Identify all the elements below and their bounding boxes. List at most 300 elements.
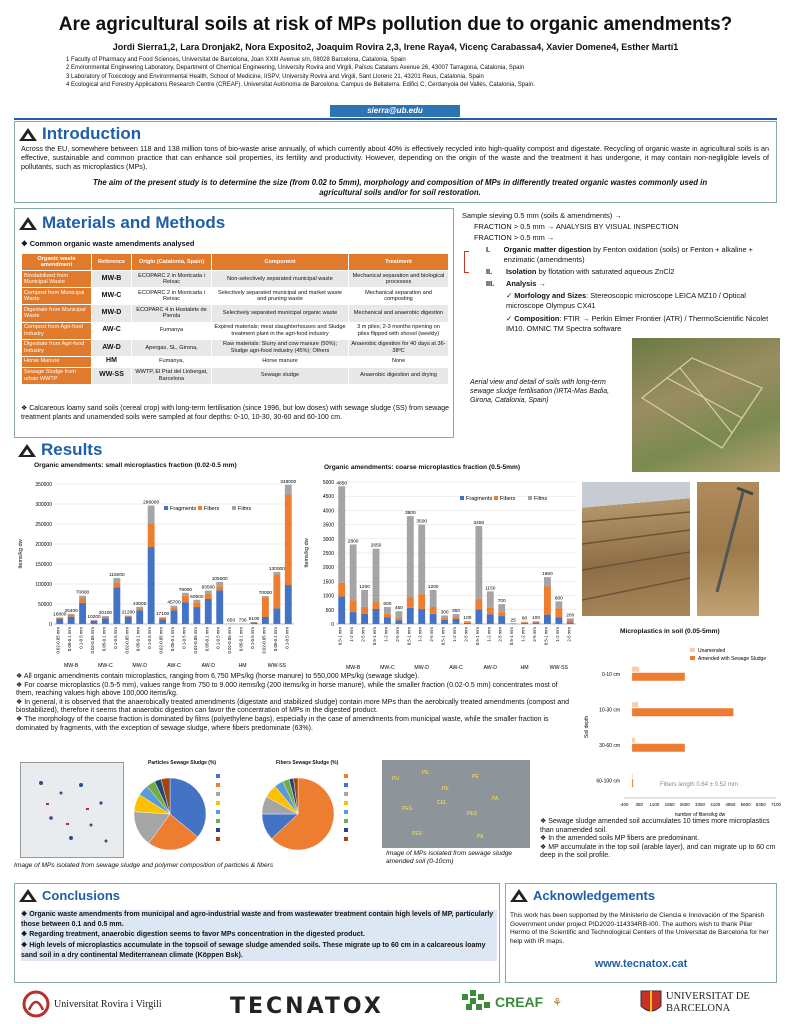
x-tick-label: 0.05-0.1 mm [135,627,141,652]
legend-swatch [460,496,464,500]
soil-bullet-text: In the amended soils MP fibers are predominant. [548,835,700,843]
group-label: AW-D [483,665,498,671]
affiliation-4: 4 Ecological and Forestry Applications Research Centre (CREAF). Universitat Autònoma de Barcelona. Campus de Bellaterra. Edifici C, Cerdanyola del Vallès, Catalonia, Spain. [66,81,535,88]
bar-segment [475,609,482,624]
introduction-text: Across the EU, somewhere between 118 and 138 million tons of bio-waste arise annually, of which currently about 40% is effectively recycled into high-quality compost and digestate. Recycling of organic waste in agricultural soils is an effective, sustainable and common practice that can enhance soil properties, its fertility and productivity. However, depending on the origin of the waste and the treatment it has undergone, it may contain non-negligible levels of pollutants, such as microplastics (MPs). [21,144,769,171]
x-tick-label: 0.5-1 mm [406,627,412,646]
x-tick-label: 0.1-0.5 mm [284,627,290,649]
group-label: HM [520,665,529,671]
bar-segment [273,575,280,609]
conclusion-item: ❖ Organic waste amendments from municipal and agro-industrial waste and from wastewater treatment contain high levels of MP, particularly those between 0.1 and 0.5 mm. [21,911,494,929]
tecnatox-triangle-icon [19,889,37,902]
table-cell: Mechanical separation and composting [349,288,449,305]
y-axis-label: Items/kg dw [18,539,24,569]
x-tick-label: 0.1-0.5 mm [78,627,84,649]
caption-left: Image of MPs isolated from sewage sludge and polymer composition of particles & fibers [14,862,274,869]
data-label: 450 [394,606,403,612]
legend-swatch [344,792,348,796]
analysis-detail: : Stereoscopic microscope LEICA MZ10 / Optical microscope Olympus CX41 [506,291,746,310]
aerial-caption: Aerial view and detail of soils with long-term sewage sludge fertilisation (IRTA-Mas Badia, Girona, Catalonia, Spain) [470,379,610,404]
bar-segment [273,608,280,624]
severo-ochoa-icon: ⚘ [552,996,563,1009]
tecnatox-triangle-icon [18,444,36,457]
y-tick-label: 3000 [322,536,334,543]
bar-segment [361,590,368,607]
bar-segment [361,614,368,624]
group-label: MW-C [380,665,395,671]
bar-segment [102,618,109,624]
bar-segment [533,622,540,623]
bar-segment [395,611,402,617]
svg-text:PES: PES [467,811,478,817]
x-tick-label: 0.1-0.5 mm [147,627,153,649]
bar-segment [533,621,540,622]
amended-bar [632,744,685,752]
results-bullet: ❖ For coarse microplastics (0.5-5 mm), values range from 750 to 9.000 items/kg (200 items/kg in horse manure), while the smaller fraction (0.02-0.5 mm) concentrates most of them, reaching values high above 100,000 items/kg. [16,681,558,698]
y-tick-label: 100000 [35,582,52,588]
x-tick-label: 0.1-0.5 mm [181,627,187,649]
step-detail: by flotation with saturated aqueous ZnCl2 [536,267,675,276]
bar-segment [350,612,357,624]
legend-swatch [528,496,532,500]
table-cell: MW-D [92,305,132,322]
creaf-logo [462,990,562,1014]
procedure-steps [462,245,780,334]
x-tick-label: 0.05-0.1 mm [67,627,73,652]
bar-segment [125,617,132,624]
bar-segment [441,618,448,620]
data-label: 43000 [133,601,147,607]
bar-segment [555,608,562,617]
soil-bullet-text: MP accumulate in the top soil (arable layer), and can migrate up to 60 cm deep in the soil profile. [540,843,776,860]
bar-segment [418,525,425,595]
bar-segment [148,506,155,524]
x-tick-label: 6350 [755,802,766,807]
bar-segment [418,609,425,624]
legend-swatch [344,774,348,778]
bar-segment [182,602,189,624]
microplastic-particles [21,763,125,859]
data-label: 78000 [178,587,193,593]
x-tick-label: 0.05-0.1 mm [238,627,244,652]
amended-soil-mps-photo [382,760,530,848]
legend-label: Fibers [204,506,220,512]
table-cell: Digestate from Municipal Waste [22,305,92,322]
coarse-fraction-chart [300,462,582,672]
soil-sampling-photo [697,482,759,616]
bar-segment [498,616,505,624]
soil-auger [697,482,759,616]
bar-segment [125,616,132,617]
table-cell: AW-C [92,322,132,339]
data-label: 45700 [167,600,181,606]
coarse-fraction-svg [300,472,582,672]
unamended-bar [632,773,633,778]
bar-segment [498,604,505,612]
bar-segment [430,614,437,624]
x-tick-label: 0.02-0.05 mm [90,627,95,654]
bar-segment [487,591,494,607]
particles-pie-svg [128,766,254,866]
results-bullets [16,673,576,733]
y-tick-label: 150000 [35,562,52,568]
mp-labels [382,760,530,848]
table-row [22,288,449,305]
table-cell: Mechanical and anaerobic digestion [349,305,449,322]
bar-segment [430,607,437,614]
results-bullet-text: In general, it is observed that the anaerobically treated amendments (digestate and stabilized sludge) contain more MPs than the aerobically treated amendments (compost and biostabilized), therefore it seems that anaerobic digestion can favor the concentration of MPs in the digested product. [16,698,569,715]
authors: Jordi Sierra1,2, Lara Dronjak2, Nora Exposito2, Joaquim Rovira 2,3, Irene Raya4, Vicenç Carabassa4, Xavier Domene4, Esther Martí1 [112,42,679,52]
results-bullet: ❖ The morphology of the coarse fraction is dominated by films (polyethylene bags), especially in the case of amendments from municipal waste, while the smaller fraction is dominated by fragments, with the exception of sewage sludge, where fibers predominate (63%). [16,715,549,732]
bar-segment [159,618,166,619]
x-tick-label: 0.02-0.05 mm [227,627,233,654]
table-cell: Fumanya, [132,356,212,367]
y-tick-label: 5000 [322,480,334,486]
x-tick-label: 350 [635,802,643,807]
x-tick-label: 2600 [679,802,690,807]
data-label: 21200 [121,610,135,616]
x-tick-label: 0.5-1 mm [440,627,446,646]
data-label: 296000 [143,500,160,506]
data-label: 100 [463,616,472,622]
bar-segment [567,618,574,619]
bar-segment [350,544,357,600]
table-row [22,356,449,367]
table-header: Treatment [349,254,449,271]
x-tick-label: 1-2 mm [383,627,389,642]
tecnatox-triangle-icon [19,128,37,141]
svg-text:PA: PA [492,796,499,802]
sieving-line-3: FRACTION > 0.5 mm → [474,233,555,242]
soil-bullet: ❖ In the amended soils MP fibers are predominant. [540,835,700,843]
mps-sewage-sludge-photo [20,762,124,858]
depth-label: 60-100 cm [596,778,620,785]
legend-swatch [216,783,220,787]
x-tick-label: 2-5 mm [566,627,572,642]
bar-segment [285,585,292,624]
legend-swatch [344,810,348,814]
bar-segment [544,587,551,615]
bar-segment [136,609,143,611]
contact-email[interactable]: sierra@ub.edu [330,105,460,117]
fiber-length-note: Fibers length 0.64 ± 0.52 mm [660,782,738,788]
step-text [504,245,780,265]
group-label: AW-D [201,663,216,669]
x-tick-label: 5600 [740,802,751,807]
bar-segment [487,608,494,615]
header-divider [14,118,777,120]
x-tick-label: 4850 [725,802,736,807]
y-tick-label: 200000 [35,542,52,548]
poster-title: Are agricultural soils at risk of MPs pollution due to organic amendments? [58,14,733,35]
bar-segment [262,596,269,597]
x-tick-label: 1-2 mm [554,627,560,642]
y-tick-label: 2500 [322,551,334,557]
data-label: 17100 [155,612,170,618]
introduction-heading: Introduction [42,124,142,143]
ub-shield-icon [640,990,662,1016]
amended-bar [632,779,633,787]
table-cell: Digestate from Agri-food Industry [22,339,92,356]
conclusion-text: Organic waste amendments from municipal and agro-industrial waste and from wastewater treatment contain high levels of MP, particularly those between 0.1 and 0.5 mm. [21,911,494,929]
x-tick-label: -400 [619,802,629,807]
bar-segment [216,590,223,624]
data-label: 20100 [98,610,113,616]
x-tick-label: 0.02-0.05 mm [55,627,61,654]
legend-swatch [164,506,168,510]
analysis-item: ✓ Composition: FTIR → Perkin Elmer Frontier (ATR) / ThermoScientific Nicolet IM10. OMNIC TM Spectra software [506,314,769,333]
bar-segment [373,601,380,609]
table-cell: HM [92,356,132,367]
bar-segment [205,594,212,599]
methods-procedure [462,210,780,337]
small-fraction-chart [14,462,300,672]
bar-segment [159,617,166,618]
methods-heading: Materials and Methods [42,213,226,232]
svg-text:PE: PE [422,770,429,776]
bar-segment [555,601,562,608]
x-tick-label: 0.02-0.05 mm [158,627,164,654]
bar-segment [262,617,269,624]
bar-segment [285,485,292,495]
group-label: MW-B [345,665,361,671]
step-number: III. [486,279,495,288]
legend-label: Fragments [466,496,493,502]
table-cell: None [349,356,449,367]
x-tick-label: 1-2 mm [520,627,526,642]
step-bold: Analysis → [506,279,546,288]
data-label: 200 [566,613,575,619]
legend-label: Fibers [500,496,516,502]
bracket-icon [464,251,469,273]
table-cell: ECOPARC 2 in Montcada i Reixac [132,271,212,288]
data-label: 70000 [258,591,273,596]
bar-segment [384,617,391,624]
depth-label: 30-60 cm [599,742,620,749]
group-label: MW-D [132,663,148,669]
table-header: Organic waste amendment [22,254,92,271]
y-tick-label: 2000 [322,565,334,572]
group-label: AW-C [449,665,463,671]
legend-label: Films [534,496,548,502]
bar-segment [361,607,368,614]
table-row [22,271,449,288]
bar-segment [338,486,345,582]
acknowledgements-text: This work has been supported by the Ministerio de Ciencia e Innovación of the Spanish Government under project PID2020-114334RB-I00. The authors wish to thank Pilar Hermo of the Scientific and Technological Centers of the Universitat de Barcelona for her help with IR maps. [510,912,769,945]
data-label: 1200 [427,584,439,590]
group-label: MW-C [98,663,113,669]
bar-segment [136,607,143,609]
project-url[interactable]: www.tecnatox.cat [594,958,688,970]
x-tick-label: 0.5-1 mm [372,627,377,646]
methods-section [14,208,454,438]
legend-swatch [494,496,498,500]
table-header: Origin (Catalonia, Spain) [132,254,212,271]
svg-text:PES: PES [402,806,413,812]
x-tick-label: 2-5 mm [394,627,400,642]
data-label: 4850 [336,481,348,487]
bar-segment [182,593,189,596]
y-tick-label: 1500 [322,579,334,586]
table-cell: Fumanya [132,322,212,339]
x-tick-label: 1-2 mm [349,627,355,642]
data-label: 2800 [347,539,359,545]
bar-segment [113,587,120,624]
results-heading: Results [41,440,103,459]
step-bold: Isolation [506,267,537,276]
analysis-item: ✓ Morfology and Sizes: Stereoscopic microscope LEICA MZ10 / Optical microscope Olympus CX41 [506,291,746,310]
affiliation-1: 1 Faculty of Pharmacy and Food Sciences, Universitat de Barcelona, Joan XXIII Avenue s/n, 08028 Barcelona, Catalonia, Spain [66,57,406,63]
soil-bullet: ❖ MP accumulate in the top soil (arable layer), and can migrate up to 60 cm deep in the soil profile. [540,843,776,860]
bar-segment [384,614,391,617]
bar-segment [487,614,494,624]
data-label: 80 [521,616,528,622]
creaf-logo-text: CREAF [495,994,544,1010]
legend-swatch [216,801,220,805]
x-axis-label: number of fibers/kg dw [674,812,726,818]
pie-title: Fibers Sewage Sludge (%) [276,760,339,766]
bar-segment [373,549,380,602]
bar-segment [395,618,402,621]
bar-segment [171,608,178,611]
x-tick-label: 4100 [710,802,721,807]
caption-mid: Image of MPs isolated from sewage sludge amended soil (0-10cm) [386,850,513,865]
x-tick-label: 1-2 mm [486,627,492,642]
results-bullet: ❖ All organic amendments contain microplastics, ranging from 6,750 MPs/kg (horse manure) to 550,000 MPs/kg (sewage sludge). [16,673,420,680]
conclusions-section [14,883,500,983]
bar-segment [338,596,345,624]
step-detail: by Fenton oxidation (soils) or Fenton + alkaline + enzimatic (amendments) [503,245,753,264]
table-row [22,322,449,339]
chart-title: Organic amendments: coarse microplastics fraction (0.5-5mm) [324,464,521,471]
results-bullet-text: The morphology of the coarse fraction is dominated by films (polyethylene bags), especially in the case of amendments from municipal waste, while the smaller fraction is dominated by fragments, with the exception of sewage sludge, where fibers predominate (63%). [16,715,549,732]
results-bullet-text: All organic amendments contain microplastics, ranging from 6,750 MPs/kg (horse manure) to 550,000 MPs/kg (sewage sludge). [23,673,420,680]
legend-swatch [344,828,348,832]
legend-swatch [344,819,348,823]
data-label: 115000 [109,573,125,578]
bar-segment [475,526,482,599]
svg-text:PA: PA [477,834,484,840]
x-tick-label: 0.5-1 mm [474,627,480,646]
data-label: 1650 [542,572,553,578]
data-label: 16800 [53,612,67,618]
bar-segment [113,578,120,583]
urv-logo-text: Universitat Rovira i Virgili [54,998,162,1010]
bar-segment [193,607,200,624]
bar-segment [338,583,345,597]
tecnatox-triangle-icon [19,217,37,230]
depth-label: 0-10 cm [601,671,620,678]
y-tick-label: 250000 [35,522,52,528]
y-tick-label: 4500 [322,494,334,501]
bar-segment [544,577,551,586]
bar-segment [407,516,414,597]
group-label: HM [238,663,247,669]
procedure-step [486,279,780,289]
y-tick-label: 350000 [35,482,52,488]
table-cell: Selectively separated municipal and market waste and pruning waste [212,288,349,305]
urv-emblem-icon [22,990,50,1018]
bar-segment [395,620,402,624]
bar-segment [68,614,75,615]
x-tick-label: 2-5 mm [463,627,469,642]
analysis-bold: Morfology and Sizes [514,291,587,300]
fibers-pie-svg [256,766,382,866]
conclusion-text: Regarding treatment, anaerobic digestion seems to favor MPs concentration in the digested product. [29,931,365,939]
table-cell: MW-B [92,271,132,288]
bar-segment [91,621,98,624]
bar-segment [453,614,460,617]
affiliation-3: 3 Laboratory of Toxicology and Environmental Health, School of Medicine, IISPV, University Rovira and Virgili, Sant Llorenc 21, 43201 Reus, Catalonia, Spain [66,73,484,80]
conclusions-list [21,910,497,961]
data-label: 2650 [370,543,382,549]
x-tick-label: 0.05-0.1 mm [170,627,175,652]
bar-segment [79,599,86,603]
particles-pie-chart [128,760,254,864]
bar-segment [79,596,86,599]
legend-swatch [216,810,220,814]
bar-segment [68,615,75,617]
group-label: WW-SS [549,665,569,671]
table-cell: Non-selectively separated municipal waste [212,271,349,288]
x-tick-label: 2-5 mm [429,627,435,642]
field-furrows-photo [582,482,690,616]
data-label: 25 [510,618,516,624]
step-number: II. [486,267,493,276]
urv-logo [22,990,202,1018]
data-label: 70800 [75,590,90,596]
bar-segment [418,594,425,609]
bar-segment [407,608,414,624]
y-tick-label: 300000 [35,502,52,508]
table-row [22,339,449,356]
bar-segment [102,616,109,617]
group-label: AW-C [167,663,181,669]
x-tick-label: 1100 [649,802,660,807]
x-tick-label: 0.5-1 mm [337,627,343,646]
table-cell: Compost from Agri-food Industry [22,322,92,339]
amended-bar [632,673,685,681]
unamended-bar [632,667,639,672]
table-cell: Selectively separated municipal organic waste [212,305,349,322]
legend-swatch [344,801,348,805]
bar-segment [407,597,414,608]
acknowledgements-heading: Acknowledgements [533,888,656,903]
table-cell: WW-SS [92,367,132,384]
legend-swatch [216,837,220,841]
soil-bullets [540,818,780,861]
x-tick-label: 0.1-0.5 mm [112,627,118,649]
group-label: WW-SS [267,663,287,669]
step-text [506,279,546,289]
step-bold: Organic matter digestion [503,245,592,254]
y-tick-label: 4000 [322,508,334,515]
data-label: 3800 [404,511,416,517]
sieving-line-2: FRACTION > 0.5 mm → ANALYSIS BY VISUAL INSPECTION [474,222,679,231]
results-bullet-text: For coarse microplastics (0.5-5 mm), values range from 750 to 9.000 items/kg (200 items/kg in horse manure), while the smaller fraction (0.02-0.5 mm) concentrates most of them, reaching values high above 100,000 items/kg. [16,681,558,698]
table-header: Component [212,254,349,271]
data-label: 300 [440,610,449,616]
legend-swatch [216,819,220,823]
acknowledgements-section [505,883,777,983]
svg-text:PES: PES [412,831,423,837]
data-label: 100 [531,616,541,622]
data-label: 105000 [211,577,228,582]
bar-segment [441,615,448,618]
table-header: Reference [92,254,132,271]
table-cell: Apergas, SL, Girona, [132,339,212,356]
sieving-line-1: Sample sieving 0.5 mm (soils & amendments) → [462,211,622,220]
